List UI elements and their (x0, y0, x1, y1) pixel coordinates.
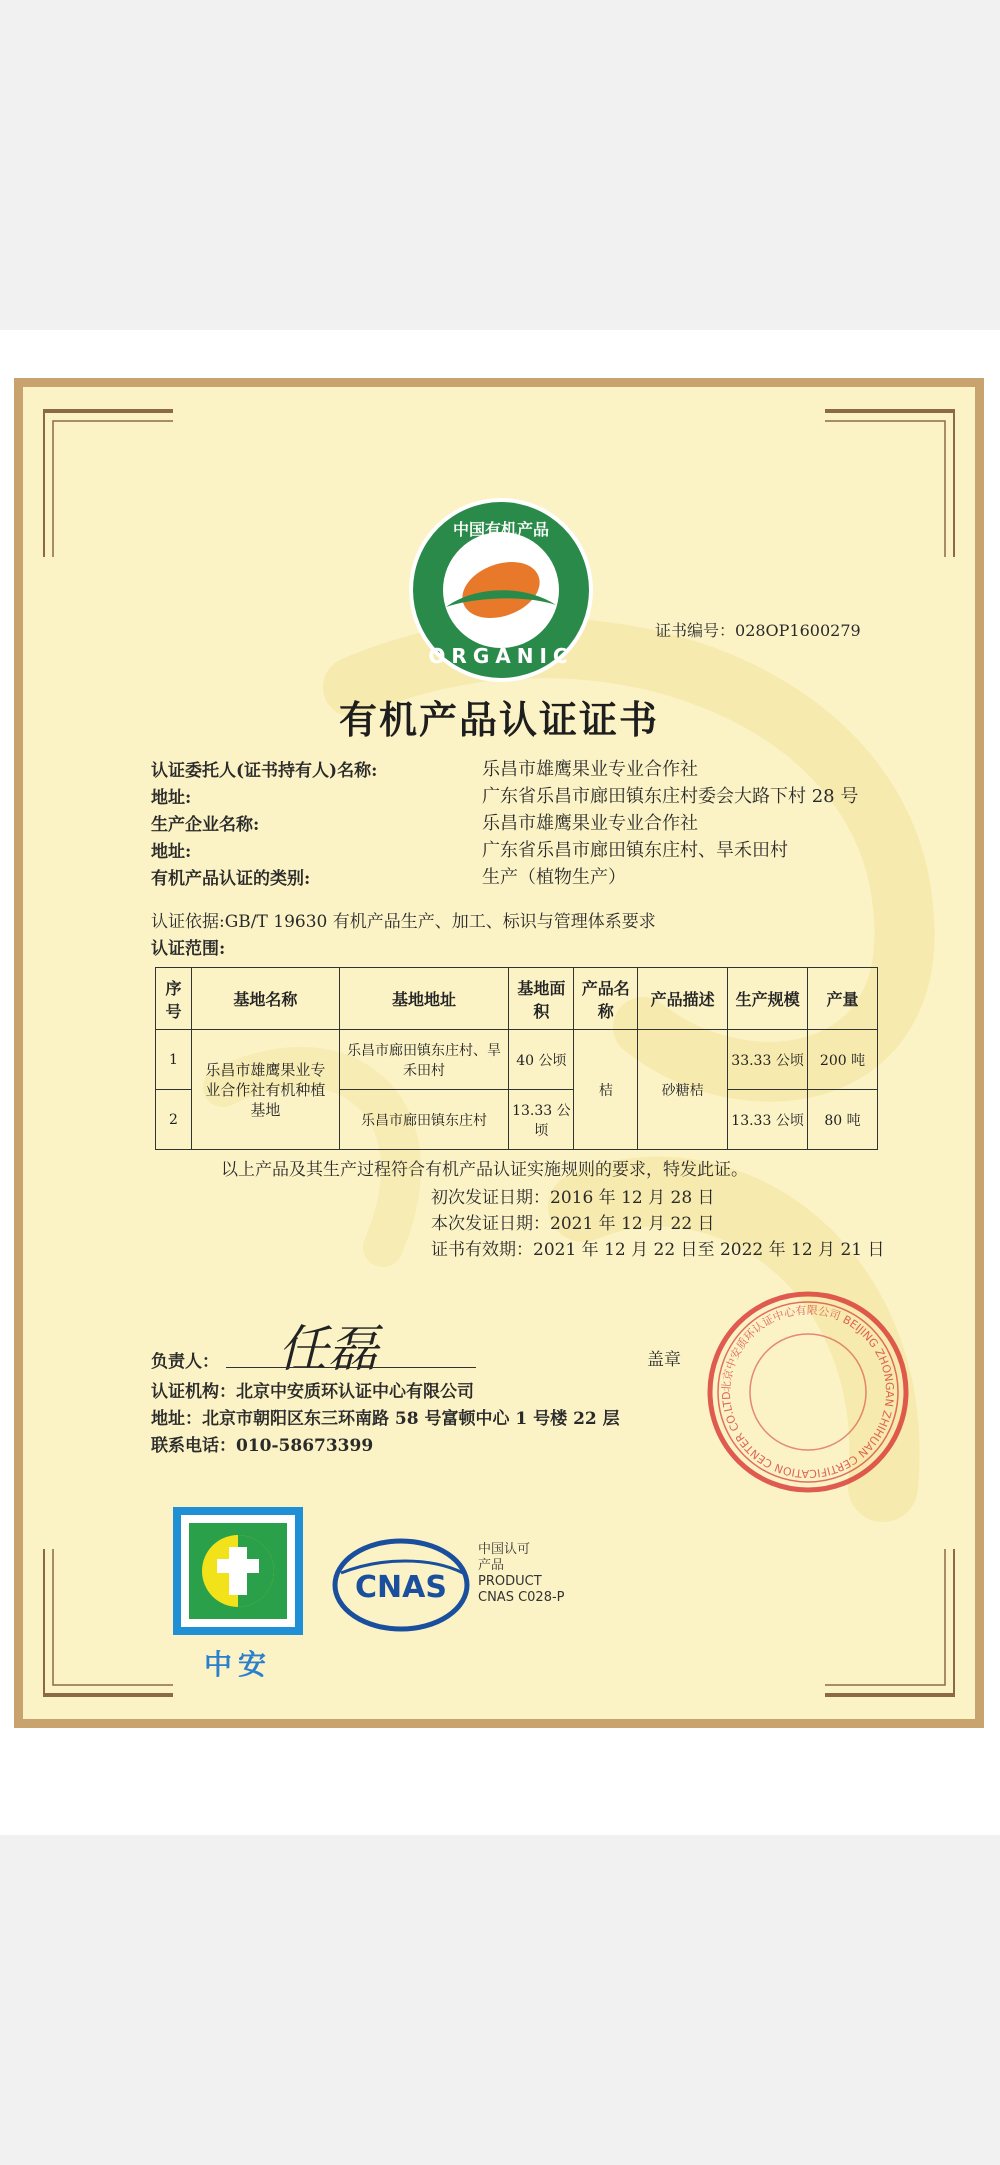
field-label-holder-address: 地址: (151, 788, 192, 808)
page-title: 有机产品认证证书 (338, 698, 659, 742)
cert-basis: 认证依据:GB/T 19630 有机产品生产、加工、标识与管理体系要求 (151, 912, 656, 932)
table-cell-no: 1 (156, 1030, 192, 1090)
table-header: 产品名称 (574, 968, 638, 1030)
cnas-logo (331, 1535, 471, 1635)
table-header: 序号 (156, 968, 192, 1030)
table-cell-product-desc: 砂糖桔 (638, 1030, 728, 1150)
cnas-info (478, 1542, 565, 1606)
current-issue-date: 本次发证日期：2021 年 12 月 22 日 (431, 1214, 715, 1234)
table-cell-product-name: 桔 (574, 1030, 638, 1150)
seal-text: 北京中安质环认证中心有限公司 BEIJING ZHONGAN ZHIHUAN CERTIFICATION CENTER CO.LTD (719, 1303, 897, 1481)
table-cell-no: 2 (156, 1090, 192, 1150)
organic-logo-cn-text: 中国有机产品 (452, 520, 550, 539)
zhongan-label: 中安 (203, 1648, 272, 1681)
table-cell-address: 乐昌市廊田镇东庄村 (339, 1090, 509, 1150)
field-value-producer-address: 广东省乐昌市廊田镇东庄村、旱禾田村 (482, 840, 788, 861)
corner-ornament-bottom-right (815, 1539, 955, 1699)
cert-phone: 联系电话：010-58673399 (151, 1436, 374, 1456)
table-cell-base-name: 乐昌市雄鹰果业专业合作社有机种植基地 (191, 1030, 339, 1150)
scope-table (155, 967, 878, 1150)
cnas-line: 中国认可 (478, 1542, 531, 1557)
field-value-holder-address: 广东省乐昌市廊田镇东庄村委会大路下村 28 号 (482, 786, 859, 807)
certificate (14, 378, 984, 1728)
field-label-category: 有机产品认证的类别: (151, 869, 311, 889)
field-value-category: 生产（植物生产） (482, 867, 626, 888)
table-header: 基地面积 (509, 968, 574, 1030)
field-label-holder: 认证委托人(证书持有人)名称: (151, 761, 378, 781)
corner-ornament-top-left (43, 407, 183, 567)
statement: 以上产品及其生产过程符合有机产品认证实施规则的要求，特发此证。 (221, 1160, 748, 1180)
table-cell-area: 13.33 公顷 (509, 1090, 574, 1150)
table-cell-area: 40 公顷 (509, 1030, 574, 1090)
zhongan-logo (173, 1507, 303, 1635)
organic-logo (406, 495, 596, 685)
cert-number-label: 证书编号： (655, 621, 736, 640)
seal-label: 盖章 (647, 1350, 681, 1370)
field-value-producer: 乐昌市雄鹰果业专业合作社 (482, 813, 698, 834)
cert-number (655, 618, 861, 641)
scope-label: 认证范围: (151, 939, 226, 959)
table-cell-yield: 200 吨 (808, 1030, 878, 1090)
cnas-line: 产品 (478, 1558, 505, 1573)
cnas-logo-text: CNAS (355, 1570, 447, 1605)
table-header: 生产规模 (728, 968, 808, 1030)
table-header: 基地地址 (339, 968, 509, 1030)
table-cell-yield: 80 吨 (808, 1090, 878, 1150)
table-header-row (156, 968, 878, 1030)
official-seal (703, 1287, 913, 1497)
table-cell-address: 乐昌市廊田镇东庄村、旱禾田村 (339, 1030, 509, 1090)
field-value-holder: 乐昌市雄鹰果业专业合作社 (482, 759, 698, 780)
cnas-line: CNAS C028-P (478, 1590, 565, 1605)
signature: 任磊 (278, 1320, 378, 1378)
validity-period: 证书有效期：2021 年 12 月 22 日至 2022 年 12 月 21 日 (431, 1240, 885, 1260)
table-cell-scale: 33.33 公顷 (728, 1030, 808, 1090)
cert-org: 认证机构：北京中安质环认证中心有限公司 (151, 1382, 474, 1402)
cert-org-address: 地址：北京市朝阳区东三环南路 58 号富顿中心 1 号楼 22 层 (151, 1409, 620, 1429)
responsible-label: 负责人： (151, 1352, 219, 1372)
table-cell-scale: 13.33 公顷 (728, 1090, 808, 1150)
field-label-producer-address: 地址: (151, 842, 192, 862)
cert-number-value: 028OP1600279 (735, 621, 861, 640)
field-label-producer: 生产企业名称: (151, 815, 260, 835)
table-header: 产量 (808, 968, 878, 1030)
table-header: 产品描述 (638, 968, 728, 1030)
zhongan-logo-mark (173, 1507, 303, 1635)
corner-ornament-bottom-left (43, 1539, 183, 1699)
cnas-line: PRODUCT (478, 1574, 542, 1589)
table-header: 基地名称 (191, 968, 339, 1030)
first-issue-date: 初次发证日期：2016 年 12 月 28 日 (431, 1188, 715, 1208)
table-row (156, 1030, 878, 1090)
organic-logo-en-text: ORGANIC (428, 644, 574, 668)
corner-ornament-top-right (815, 407, 955, 567)
signature-line (226, 1367, 476, 1368)
